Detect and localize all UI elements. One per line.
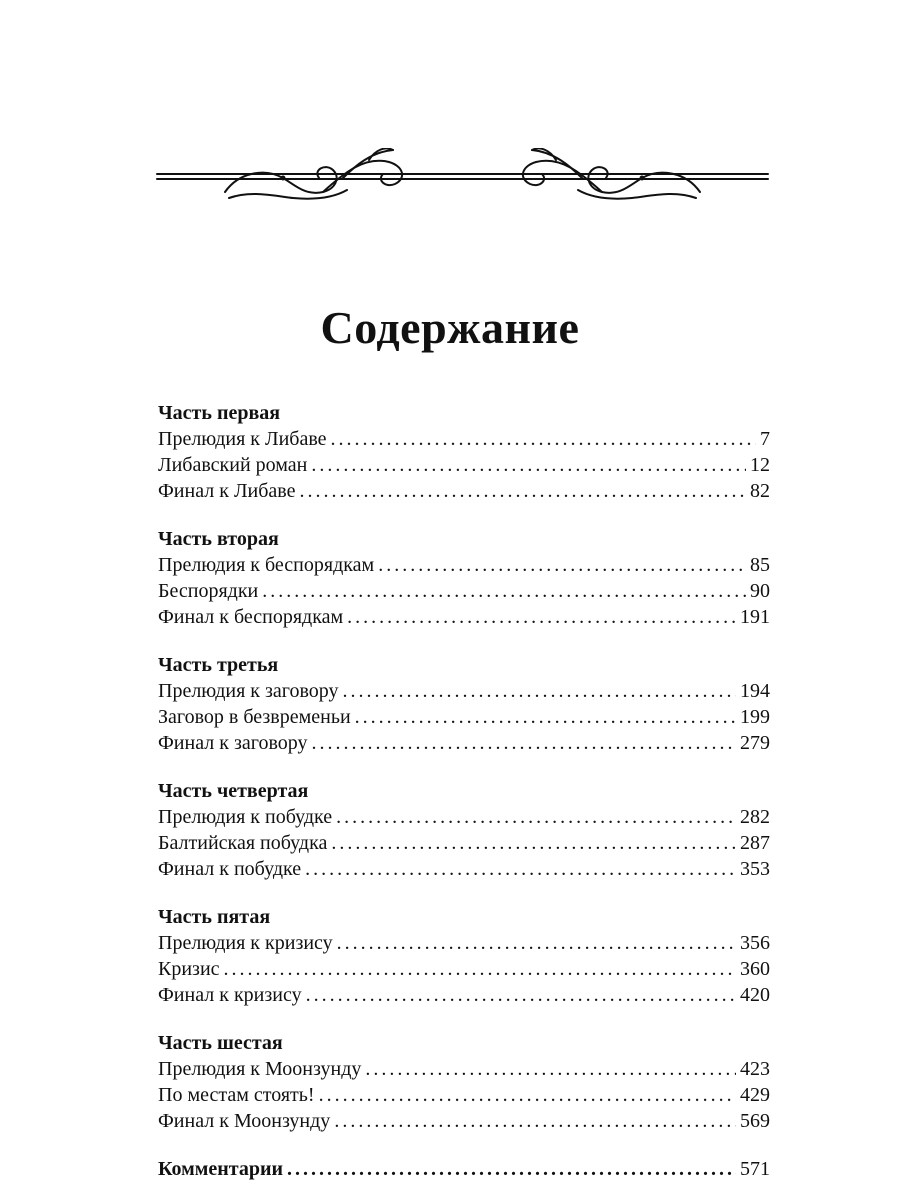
entry-page-number: 282 bbox=[740, 806, 770, 828]
dot-leader bbox=[306, 982, 736, 1008]
entry-page-number: 85 bbox=[750, 554, 770, 576]
toc-entry[interactable] bbox=[158, 1082, 770, 1108]
part-heading: Часть первая bbox=[158, 402, 281, 424]
entry-title: Прелюдия к побудке bbox=[158, 806, 333, 828]
entry-page-number: 353 bbox=[740, 858, 770, 880]
dot-leader bbox=[378, 552, 746, 578]
dot-leader bbox=[347, 604, 736, 630]
entry-title: Балтийская побудка bbox=[158, 832, 328, 854]
toc-entry[interactable] bbox=[158, 426, 770, 452]
toc-entry[interactable] bbox=[158, 930, 770, 956]
toc-entry[interactable] bbox=[158, 704, 770, 730]
part-heading: Часть третья bbox=[158, 654, 279, 676]
toc-entry[interactable] bbox=[158, 1108, 770, 1134]
ornament-divider-icon bbox=[155, 148, 770, 208]
toc-part-3 bbox=[158, 652, 770, 756]
toc-entry[interactable] bbox=[158, 552, 770, 578]
toc-part-4 bbox=[158, 778, 770, 882]
page-title: Содержание bbox=[320, 302, 580, 353]
toc-part-2 bbox=[158, 526, 770, 630]
toc-entry[interactable] bbox=[158, 578, 770, 604]
part-heading: Часть вторая bbox=[158, 528, 279, 550]
entry-page-number: 420 bbox=[740, 984, 770, 1006]
dot-leader bbox=[331, 830, 736, 856]
entry-page-number: 571 bbox=[740, 1158, 770, 1180]
dot-leader bbox=[343, 678, 736, 704]
entry-title: Прелюдия к заговору bbox=[158, 680, 339, 702]
entry-title: Прелюдия к беспорядкам bbox=[158, 554, 375, 576]
entry-title: Беспорядки bbox=[158, 580, 259, 602]
entry-title: Финал к заговору bbox=[158, 732, 308, 754]
entry-page-number: 569 bbox=[740, 1110, 770, 1132]
toc-entry[interactable] bbox=[158, 982, 770, 1008]
toc-entry[interactable] bbox=[158, 452, 770, 478]
entry-page-number: 82 bbox=[750, 480, 770, 502]
entry-page-number: 279 bbox=[740, 732, 770, 754]
toc-entry[interactable] bbox=[158, 956, 770, 982]
dot-leader bbox=[224, 956, 736, 982]
entry-page-number: 90 bbox=[750, 580, 770, 602]
part-heading: Часть четвертая bbox=[158, 780, 309, 802]
table-of-contents bbox=[158, 400, 770, 1182]
entry-title: Заговор в безвременьи bbox=[158, 706, 351, 728]
dot-leader bbox=[365, 1056, 736, 1082]
dot-leader bbox=[287, 1156, 736, 1182]
dot-leader bbox=[262, 578, 746, 604]
entry-title: Прелюдия к кризису bbox=[158, 932, 333, 954]
dot-leader bbox=[331, 426, 756, 452]
dot-leader bbox=[336, 804, 736, 830]
entry-page-number: 199 bbox=[740, 706, 770, 728]
toc-part-6 bbox=[158, 1030, 770, 1134]
entry-title: Финал к побудке bbox=[158, 858, 302, 880]
toc-entry[interactable] bbox=[158, 1056, 770, 1082]
entry-page-number: 12 bbox=[750, 454, 770, 476]
toc-part-1 bbox=[158, 400, 770, 504]
entry-title: Финал к Либаве bbox=[158, 480, 296, 502]
toc-entry[interactable] bbox=[158, 478, 770, 504]
toc-entry[interactable] bbox=[158, 830, 770, 856]
dot-leader bbox=[319, 1082, 736, 1108]
toc-entry[interactable] bbox=[158, 678, 770, 704]
dot-leader bbox=[305, 856, 736, 882]
dot-leader bbox=[299, 478, 746, 504]
toc-entry[interactable] bbox=[158, 604, 770, 630]
entry-title: Финал к беспорядкам bbox=[158, 606, 344, 628]
entry-page-number: 194 bbox=[740, 680, 770, 702]
entry-title: Либавский роман bbox=[158, 454, 308, 476]
part-heading: Часть шестая bbox=[158, 1032, 283, 1054]
entry-title: Комментарии bbox=[158, 1158, 284, 1180]
entry-page-number: 423 bbox=[740, 1058, 770, 1080]
toc-entry[interactable] bbox=[158, 856, 770, 882]
entry-page-number: 287 bbox=[740, 832, 770, 854]
dot-leader bbox=[355, 704, 736, 730]
entry-page-number: 356 bbox=[740, 932, 770, 954]
part-heading: Часть пятая bbox=[158, 906, 271, 928]
entry-page-number: 191 bbox=[740, 606, 770, 628]
dot-leader bbox=[311, 452, 746, 478]
entry-title: По местам стоять! bbox=[158, 1084, 315, 1106]
dot-leader bbox=[311, 730, 736, 756]
toc-entry[interactable] bbox=[158, 730, 770, 756]
toc-part-5 bbox=[158, 904, 770, 1008]
entry-title: Финал к Моонзунду bbox=[158, 1110, 331, 1132]
dot-leader bbox=[334, 1108, 736, 1134]
entry-page-number: 7 bbox=[760, 428, 770, 450]
entry-page-number: 429 bbox=[740, 1084, 770, 1106]
entry-title: Кризис bbox=[158, 958, 220, 980]
entry-title: Прелюдия к Либаве bbox=[158, 428, 327, 450]
entry-page-number: 360 bbox=[740, 958, 770, 980]
entry-title: Прелюдия к Моонзунду bbox=[158, 1058, 362, 1080]
toc-entry-comments[interactable] bbox=[158, 1156, 770, 1182]
toc-entry[interactable] bbox=[158, 804, 770, 830]
entry-title: Финал к кризису bbox=[158, 984, 302, 1006]
dot-leader bbox=[337, 930, 736, 956]
